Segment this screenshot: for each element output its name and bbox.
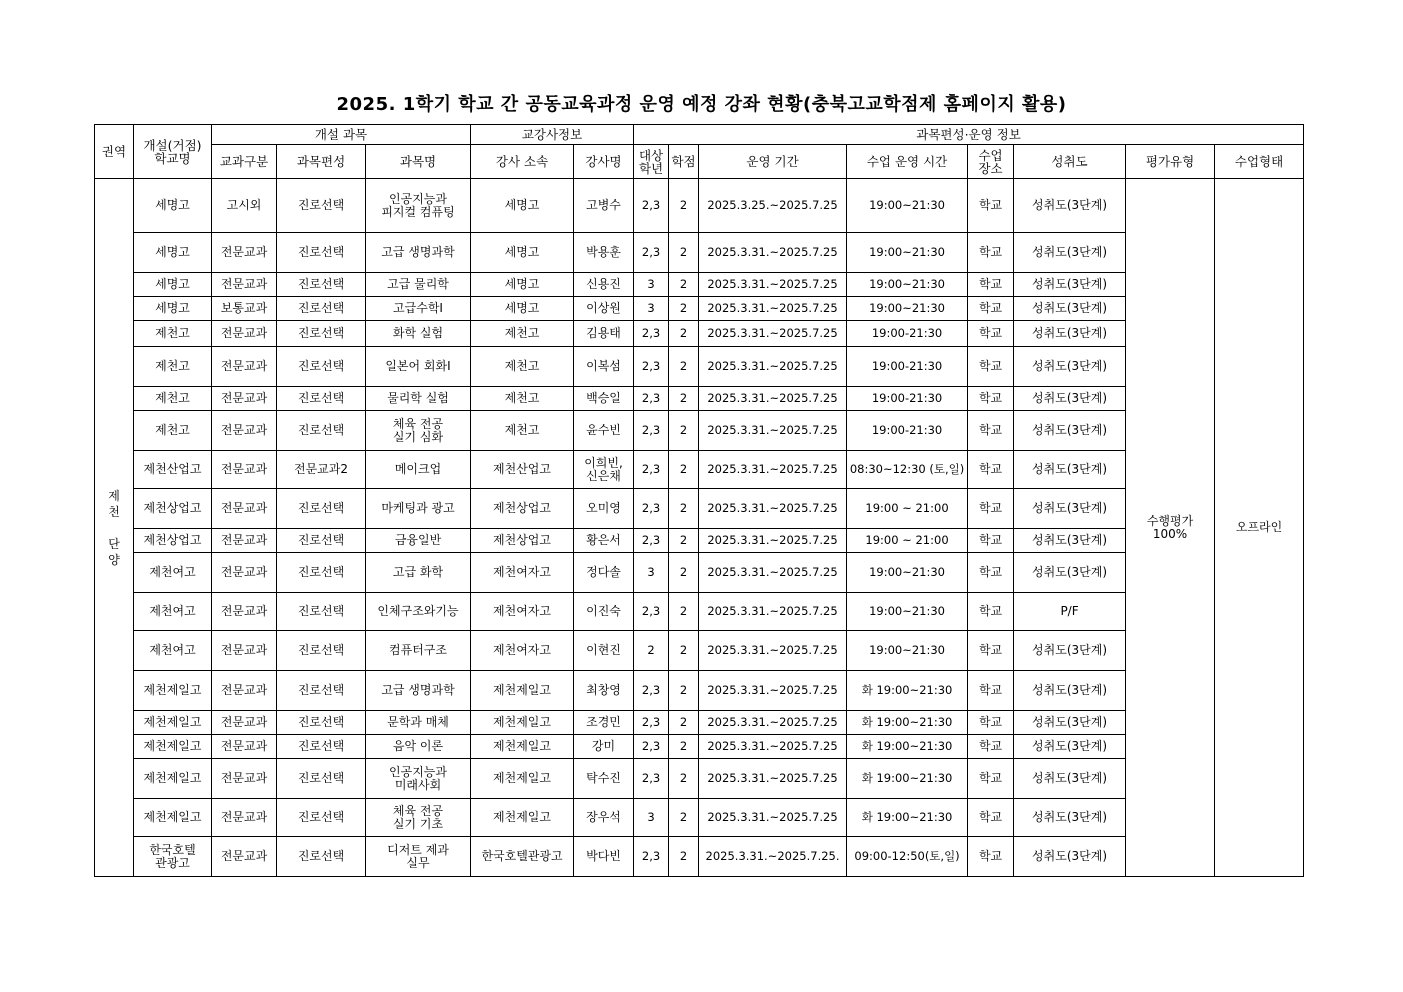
achievement-cell: 성취도(3단계) (1014, 735, 1126, 759)
subject-type-cell: 전문교과 (212, 631, 277, 671)
course-type-cell: 진로선택 (277, 387, 366, 411)
time-cell: 19:00~21:30 (847, 233, 968, 273)
period-cell: 2025.3.31.~2025.7.25 (699, 735, 847, 759)
achievement-cell: 성취도(3단계) (1014, 411, 1126, 451)
place-cell: 학교 (968, 837, 1014, 877)
place-cell: 학교 (968, 735, 1014, 759)
course-type-cell: 진로선택 (277, 347, 366, 387)
achievement-cell: 성취도(3단계) (1014, 759, 1126, 799)
page-title: 2025. 1학기 학교 간 공동교육과정 운영 예정 강좌 현황(충북고교학점제 홈페이지 활용) (336, 94, 1067, 115)
time-cell: 19:00-21:30 (847, 387, 968, 411)
credits-cell: 2 (669, 297, 699, 321)
course-name-cell: 체육 전공 실기 기초 (366, 799, 471, 837)
place-cell: 학교 (968, 387, 1014, 411)
subject-type-cell: 고시외 (212, 179, 277, 233)
place-cell: 학교 (968, 711, 1014, 735)
grade-cell: 2,3 (634, 411, 669, 451)
grade-cell: 2,3 (634, 489, 669, 529)
header-teacher-name: 강사명 (574, 145, 634, 179)
school-cell: 제천상업고 (134, 529, 212, 553)
grade-cell: 2 (634, 631, 669, 671)
table-row (95, 321, 1304, 347)
table-row (95, 631, 1304, 671)
teacher-affil-cell: 제천상업고 (471, 529, 574, 553)
table-row (95, 529, 1304, 553)
region-cell: 제 천 단 양 (95, 179, 134, 877)
course-type-cell: 진로선택 (277, 179, 366, 233)
school-cell: 제천고 (134, 411, 212, 451)
header-eval-type: 평가유형 (1126, 145, 1215, 179)
time-cell: 19:00~21:30 (847, 273, 968, 297)
time-cell: 화 19:00~21:30 (847, 759, 968, 799)
teacher-affil-cell: 세명고 (471, 179, 574, 233)
time-cell: 19:00-21:30 (847, 347, 968, 387)
teacher-name-cell: 이진숙 (574, 593, 634, 631)
teacher-name-cell: 오미영 (574, 489, 634, 529)
credits-cell: 2 (669, 411, 699, 451)
course-type-cell: 진로선택 (277, 321, 366, 347)
credits-cell: 2 (669, 273, 699, 297)
credits-cell: 2 (669, 179, 699, 233)
place-cell: 학교 (968, 273, 1014, 297)
grade-cell: 2,3 (634, 837, 669, 877)
time-cell: 화 19:00~21:30 (847, 799, 968, 837)
header-class-type: 수업형태 (1215, 145, 1304, 179)
achievement-cell: 성취도(3단계) (1014, 387, 1126, 411)
credits-cell: 2 (669, 451, 699, 489)
teacher-name-cell: 김용태 (574, 321, 634, 347)
header-ops-group: 과목편성·운영 정보 (634, 125, 1304, 145)
achievement-cell: 성취도(3단계) (1014, 631, 1126, 671)
period-cell: 2025.3.31.~2025.7.25 (699, 593, 847, 631)
place-cell: 학교 (968, 179, 1014, 233)
course-name-cell: 디저트 제과 실무 (366, 837, 471, 877)
teacher-name-cell: 탁수진 (574, 759, 634, 799)
table-body (95, 179, 1304, 877)
credits-cell: 2 (669, 631, 699, 671)
place-cell: 학교 (968, 671, 1014, 711)
table-row (95, 759, 1304, 799)
table-row (95, 593, 1304, 631)
teacher-name-cell: 박다빈 (574, 837, 634, 877)
achievement-cell: 성취도(3단계) (1014, 489, 1126, 529)
teacher-name-cell: 신용진 (574, 273, 634, 297)
header-credits: 학점 (669, 145, 699, 179)
credits-cell: 2 (669, 233, 699, 273)
course-name-cell: 고급 생명과학 (366, 233, 471, 273)
course-name-cell: 금융일반 (366, 529, 471, 553)
course-type-cell: 진로선택 (277, 489, 366, 529)
school-cell: 세명고 (134, 233, 212, 273)
teacher-affil-cell: 제천제일고 (471, 735, 574, 759)
course-type-cell: 전문교과2 (277, 451, 366, 489)
course-name-cell: 화학 실험 (366, 321, 471, 347)
course-type-cell: 진로선택 (277, 553, 366, 593)
place-cell: 학교 (968, 451, 1014, 489)
school-cell: 제천여고 (134, 631, 212, 671)
course-name-cell: 음악 이론 (366, 735, 471, 759)
subject-type-cell: 전문교과 (212, 711, 277, 735)
table-row (95, 451, 1304, 489)
subject-type-cell: 전문교과 (212, 799, 277, 837)
table-row (95, 387, 1304, 411)
achievement-cell: 성취도(3단계) (1014, 347, 1126, 387)
achievement-cell: 성취도(3단계) (1014, 837, 1126, 877)
credits-cell: 2 (669, 529, 699, 553)
period-cell: 2025.3.31.~2025.7.25 (699, 233, 847, 273)
credits-cell: 2 (669, 489, 699, 529)
grade-cell: 2,3 (634, 529, 669, 553)
time-cell: 19:00~21:30 (847, 593, 968, 631)
table-row (95, 347, 1304, 387)
achievement-cell: 성취도(3단계) (1014, 273, 1126, 297)
grade-cell: 3 (634, 799, 669, 837)
header-course-type: 과목편성 (277, 145, 366, 179)
credits-cell: 2 (669, 347, 699, 387)
course-type-cell: 진로선택 (277, 711, 366, 735)
course-name-cell: 고급수학Ⅰ (366, 297, 471, 321)
place-cell: 학교 (968, 411, 1014, 451)
table-row (95, 837, 1304, 877)
table-row (95, 671, 1304, 711)
period-cell: 2025.3.31.~2025.7.25 (699, 671, 847, 711)
credits-cell: 2 (669, 321, 699, 347)
teacher-name-cell: 최창영 (574, 671, 634, 711)
place-cell: 학교 (968, 553, 1014, 593)
table-row (95, 273, 1304, 297)
header-achievement: 성취도 (1014, 145, 1126, 179)
place-cell: 학교 (968, 347, 1014, 387)
credits-cell: 2 (669, 593, 699, 631)
course-name-cell: 고급 생명과학 (366, 671, 471, 711)
teacher-name-cell: 박용훈 (574, 233, 634, 273)
teacher-affil-cell: 제천제일고 (471, 799, 574, 837)
time-cell: 19:00~21:30 (847, 553, 968, 593)
course-name-cell: 마케팅과 광고 (366, 489, 471, 529)
achievement-cell: P/F (1014, 593, 1126, 631)
school-cell: 세명고 (134, 179, 212, 233)
table-row (95, 179, 1304, 233)
subject-type-cell: 보통교과 (212, 297, 277, 321)
grade-cell: 2,3 (634, 233, 669, 273)
grade-cell: 2,3 (634, 387, 669, 411)
teacher-name-cell: 장우석 (574, 799, 634, 837)
teacher-name-cell: 정다솔 (574, 553, 634, 593)
place-cell: 학교 (968, 233, 1014, 273)
course-type-cell: 진로선택 (277, 759, 366, 799)
achievement-cell: 성취도(3단계) (1014, 451, 1126, 489)
period-cell: 2025.3.31.~2025.7.25 (699, 759, 847, 799)
teacher-name-cell: 이희빈, 신은채 (574, 451, 634, 489)
teacher-affil-cell: 한국호텔관광고 (471, 837, 574, 877)
course-type-cell: 진로선택 (277, 799, 366, 837)
teacher-affil-cell: 제천고 (471, 347, 574, 387)
school-cell: 제천제일고 (134, 759, 212, 799)
teacher-affil-cell: 제천여자고 (471, 631, 574, 671)
subject-type-cell: 전문교과 (212, 387, 277, 411)
achievement-cell: 성취도(3단계) (1014, 297, 1126, 321)
header-school: 개설(거점) 학교명 (134, 125, 212, 179)
teacher-affil-cell: 제천여자고 (471, 553, 574, 593)
header-course-name: 과목명 (366, 145, 471, 179)
credits-cell: 2 (669, 735, 699, 759)
table-row (95, 799, 1304, 837)
grade-cell: 2,3 (634, 711, 669, 735)
time-cell: 19:00~21:30 (847, 297, 968, 321)
time-cell: 19:00~21:30 (847, 179, 968, 233)
grade-cell: 2,3 (634, 347, 669, 387)
teacher-affil-cell: 제천상업고 (471, 489, 574, 529)
place-cell: 학교 (968, 593, 1014, 631)
school-cell: 제천여고 (134, 553, 212, 593)
credits-cell: 2 (669, 553, 699, 593)
teacher-affil-cell: 제천제일고 (471, 671, 574, 711)
course-name-cell: 인체구조와기능 (366, 593, 471, 631)
table-row (95, 411, 1304, 451)
time-cell: 화 19:00~21:30 (847, 671, 968, 711)
credits-cell: 2 (669, 837, 699, 877)
credits-cell: 2 (669, 799, 699, 837)
place-cell: 학교 (968, 321, 1014, 347)
achievement-cell: 성취도(3단계) (1014, 553, 1126, 593)
school-cell: 제천제일고 (134, 671, 212, 711)
teacher-affil-cell: 세명고 (471, 273, 574, 297)
teacher-name-cell: 백승일 (574, 387, 634, 411)
time-cell: 화 19:00~21:30 (847, 711, 968, 735)
school-cell: 제천제일고 (134, 799, 212, 837)
school-cell: 제천제일고 (134, 735, 212, 759)
time-cell: 19:00 ~ 21:00 (847, 529, 968, 553)
teacher-affil-cell: 제천제일고 (471, 711, 574, 735)
school-cell: 제천상업고 (134, 489, 212, 529)
header-subject-type: 교과구분 (212, 145, 277, 179)
subject-type-cell: 전문교과 (212, 529, 277, 553)
teacher-affil-cell: 제천고 (471, 321, 574, 347)
teacher-name-cell: 강미 (574, 735, 634, 759)
teacher-name-cell: 윤수빈 (574, 411, 634, 451)
school-cell: 세명고 (134, 273, 212, 297)
period-cell: 2025.3.31.~2025.7.25 (699, 711, 847, 735)
period-cell: 2025.3.31.~2025.7.25 (699, 321, 847, 347)
grade-cell: 3 (634, 553, 669, 593)
subject-type-cell: 전문교과 (212, 451, 277, 489)
period-cell: 2025.3.31.~2025.7.25 (699, 297, 847, 321)
achievement-cell: 성취도(3단계) (1014, 671, 1126, 711)
achievement-cell: 성취도(3단계) (1014, 799, 1126, 837)
period-cell: 2025.3.31.~2025.7.25 (699, 273, 847, 297)
subject-type-cell: 전문교과 (212, 233, 277, 273)
period-cell: 2025.3.31.~2025.7.25. (699, 837, 847, 877)
header-region: 권역 (95, 125, 134, 179)
period-cell: 2025.3.31.~2025.7.25 (699, 347, 847, 387)
subject-type-cell: 전문교과 (212, 347, 277, 387)
course-name-cell: 인공지능과 미래사회 (366, 759, 471, 799)
subject-type-cell: 전문교과 (212, 837, 277, 877)
teacher-name-cell: 조경민 (574, 711, 634, 735)
place-cell: 학교 (968, 799, 1014, 837)
teacher-name-cell: 고병수 (574, 179, 634, 233)
school-cell: 제천여고 (134, 593, 212, 631)
subject-type-cell: 전문교과 (212, 759, 277, 799)
subject-type-cell: 전문교과 (212, 489, 277, 529)
teacher-affil-cell: 세명고 (471, 233, 574, 273)
subject-type-cell: 전문교과 (212, 553, 277, 593)
grade-cell: 2,3 (634, 179, 669, 233)
course-name-cell: 일본어 회화Ⅰ (366, 347, 471, 387)
teacher-name-cell: 황은서 (574, 529, 634, 553)
teacher-affil-cell: 제천여자고 (471, 593, 574, 631)
header-teacher-affil: 강사 소속 (471, 145, 574, 179)
time-cell: 19:00-21:30 (847, 321, 968, 347)
time-cell: 화 19:00~21:30 (847, 735, 968, 759)
credits-cell: 2 (669, 759, 699, 799)
teacher-name-cell: 이복섬 (574, 347, 634, 387)
school-cell: 제천고 (134, 347, 212, 387)
header-course-group: 개설 과목 (212, 125, 471, 145)
table-row (95, 233, 1304, 273)
subject-type-cell: 전문교과 (212, 735, 277, 759)
table-row (95, 711, 1304, 735)
period-cell: 2025.3.31.~2025.7.25 (699, 451, 847, 489)
time-cell: 09:00-12:50(토,일) (847, 837, 968, 877)
course-table (94, 124, 1304, 877)
header-period: 운영 기간 (699, 145, 847, 179)
grade-cell: 3 (634, 297, 669, 321)
grade-cell: 2,3 (634, 321, 669, 347)
course-type-cell: 진로선택 (277, 671, 366, 711)
teacher-affil-cell: 세명고 (471, 297, 574, 321)
course-type-cell: 진로선택 (277, 529, 366, 553)
eval-type-cell: 수행평가 100% (1126, 179, 1215, 877)
teacher-name-cell: 이상원 (574, 297, 634, 321)
place-cell: 학교 (968, 631, 1014, 671)
course-name-cell: 고급 화학 (366, 553, 471, 593)
grade-cell: 2,3 (634, 451, 669, 489)
table-row (95, 553, 1304, 593)
course-name-cell: 고급 물리학 (366, 273, 471, 297)
header-place: 수업 장소 (968, 145, 1014, 179)
course-name-cell: 인공지능과 피지컬 컴퓨팅 (366, 179, 471, 233)
table-row (95, 489, 1304, 529)
achievement-cell: 성취도(3단계) (1014, 711, 1126, 735)
school-cell: 제천고 (134, 321, 212, 347)
school-cell: 한국호텔 관광고 (134, 837, 212, 877)
period-cell: 2025.3.31.~2025.7.25 (699, 529, 847, 553)
teacher-affil-cell: 제천제일고 (471, 759, 574, 799)
achievement-cell: 성취도(3단계) (1014, 529, 1126, 553)
course-type-cell: 진로선택 (277, 837, 366, 877)
school-cell: 세명고 (134, 297, 212, 321)
teacher-affil-cell: 제천산업고 (471, 451, 574, 489)
grade-cell: 2,3 (634, 671, 669, 711)
header-time: 수업 운영 시간 (847, 145, 968, 179)
time-cell: 19:00 ~ 21:00 (847, 489, 968, 529)
time-cell: 19:00~21:30 (847, 631, 968, 671)
grade-cell: 2,3 (634, 759, 669, 799)
place-cell: 학교 (968, 759, 1014, 799)
place-cell: 학교 (968, 297, 1014, 321)
period-cell: 2025.3.31.~2025.7.25 (699, 411, 847, 451)
teacher-name-cell: 이현진 (574, 631, 634, 671)
credits-cell: 2 (669, 671, 699, 711)
subject-type-cell: 전문교과 (212, 671, 277, 711)
course-type-cell: 진로선택 (277, 411, 366, 451)
teacher-affil-cell: 제천고 (471, 387, 574, 411)
time-cell: 08:30~12:30 (토,일) (847, 451, 968, 489)
period-cell: 2025.3.25.~2025.7.25 (699, 179, 847, 233)
time-cell: 19:00-21:30 (847, 411, 968, 451)
achievement-cell: 성취도(3단계) (1014, 321, 1126, 347)
grade-cell: 2,3 (634, 593, 669, 631)
table-row (95, 297, 1304, 321)
grade-cell: 2,3 (634, 735, 669, 759)
course-name-cell: 물리학 실험 (366, 387, 471, 411)
subject-type-cell: 전문교과 (212, 411, 277, 451)
teacher-affil-cell: 제천고 (471, 411, 574, 451)
achievement-cell: 성취도(3단계) (1014, 233, 1126, 273)
place-cell: 학교 (968, 489, 1014, 529)
achievement-cell: 성취도(3단계) (1014, 179, 1126, 233)
subject-type-cell: 전문교과 (212, 273, 277, 297)
header-teacher-group: 교강사정보 (471, 125, 634, 145)
course-type-cell: 진로선택 (277, 297, 366, 321)
place-cell: 학교 (968, 529, 1014, 553)
period-cell: 2025.3.31.~2025.7.25 (699, 631, 847, 671)
course-type-cell: 진로선택 (277, 735, 366, 759)
course-name-cell: 컴퓨터구조 (366, 631, 471, 671)
course-type-cell: 진로선택 (277, 631, 366, 671)
period-cell: 2025.3.31.~2025.7.25 (699, 553, 847, 593)
period-cell: 2025.3.31.~2025.7.25 (699, 799, 847, 837)
school-cell: 제천고 (134, 387, 212, 411)
course-name-cell: 메이크업 (366, 451, 471, 489)
course-type-cell: 진로선택 (277, 233, 366, 273)
credits-cell: 2 (669, 711, 699, 735)
table-row (95, 735, 1304, 759)
school-cell: 제천제일고 (134, 711, 212, 735)
course-name-cell: 체육 전공 실기 심화 (366, 411, 471, 451)
period-cell: 2025.3.31.~2025.7.25 (699, 387, 847, 411)
subject-type-cell: 전문교과 (212, 593, 277, 631)
header-grade: 대상 학년 (634, 145, 669, 179)
credits-cell: 2 (669, 387, 699, 411)
grade-cell: 3 (634, 273, 669, 297)
course-type-cell: 진로선택 (277, 273, 366, 297)
class-type-cell: 오프라인 (1215, 179, 1304, 877)
subject-type-cell: 전문교과 (212, 321, 277, 347)
school-cell: 제천산업고 (134, 451, 212, 489)
course-name-cell: 문학과 매체 (366, 711, 471, 735)
course-type-cell: 진로선택 (277, 593, 366, 631)
period-cell: 2025.3.31.~2025.7.25 (699, 489, 847, 529)
